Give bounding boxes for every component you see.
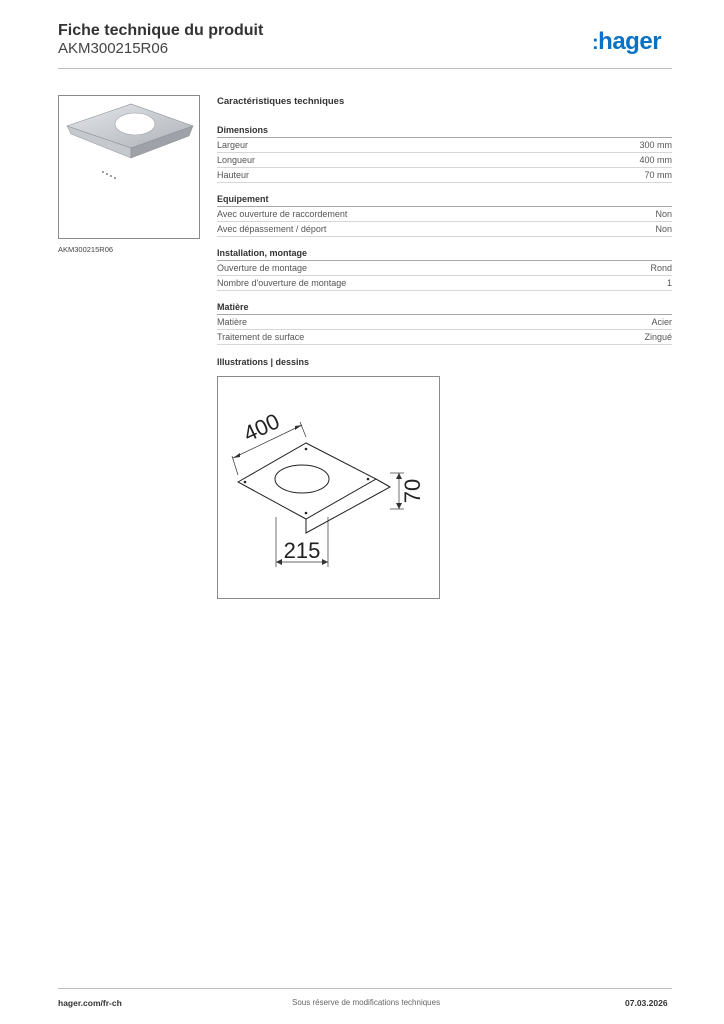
spec-row xyxy=(217,138,672,153)
spec-label: Largeur xyxy=(217,140,249,150)
footer-divider xyxy=(58,988,672,989)
specs-heading: Caractéristiques techniques xyxy=(217,96,345,107)
spec-value: Zingué xyxy=(644,332,672,342)
spec-group-title: Dimensions xyxy=(217,124,672,138)
spec-group-title: Equipement xyxy=(217,193,672,207)
spec-label: Traitement de surface xyxy=(217,332,305,342)
spec-group-dimensions xyxy=(217,124,672,183)
spec-value: Rond xyxy=(650,263,672,273)
spec-label: Ouverture de montage xyxy=(217,263,308,273)
spec-group-installation xyxy=(217,247,672,291)
logo-colon-mark: : xyxy=(592,32,599,54)
spec-value: Non xyxy=(655,224,672,234)
product-image xyxy=(59,96,199,238)
product-image-frame xyxy=(58,95,200,239)
spec-row xyxy=(217,153,672,168)
hager-logo xyxy=(592,28,661,56)
product-image-caption: AKM300215R06 xyxy=(58,245,114,254)
spec-group-title: Matière xyxy=(217,301,672,315)
spec-row xyxy=(217,315,672,330)
spec-label: Hauteur xyxy=(217,170,250,180)
illustrations-heading: Illustrations | dessins xyxy=(217,357,310,367)
spec-group-equipment xyxy=(217,193,672,237)
spec-row xyxy=(217,261,672,276)
spec-row xyxy=(217,276,672,291)
spec-value: 1 xyxy=(666,278,672,288)
spec-label: Avec ouverture de raccordement xyxy=(217,209,348,219)
spec-row xyxy=(217,207,672,222)
spec-value: 400 mm xyxy=(639,155,672,165)
spec-row xyxy=(217,222,672,237)
spec-value: Acier xyxy=(651,317,672,327)
dimension-drawing xyxy=(218,377,439,598)
spec-value: 70 mm xyxy=(644,170,672,180)
spec-value: Non xyxy=(655,209,672,219)
spec-label: Nombre d'ouverture de montage xyxy=(217,278,347,288)
plate-outline xyxy=(238,443,376,519)
dimension-height-label: 70 xyxy=(400,478,425,504)
dimension-drawing-frame xyxy=(217,376,440,599)
header-divider xyxy=(58,68,672,69)
technical-specs xyxy=(217,96,672,355)
footer-notice: Sous réserve de modifications techniques xyxy=(292,998,441,1007)
spec-group-material xyxy=(217,301,672,345)
spec-label: Matière xyxy=(217,317,248,327)
dimension-length-label: 400 xyxy=(239,408,284,447)
spec-label: Avec dépassement / déport xyxy=(217,224,327,234)
footer-website-link[interactable]: hager.com/fr-ch xyxy=(58,998,122,1008)
document-title: Fiche technique du produit xyxy=(58,22,264,39)
spec-group-title: Installation, montage xyxy=(217,247,672,261)
spec-value: 300 mm xyxy=(639,140,672,150)
spec-row xyxy=(217,168,672,183)
spec-row xyxy=(217,330,672,345)
logo-text: hager xyxy=(598,28,662,55)
dimension-opening-label: 215 xyxy=(283,538,321,563)
spec-label: Longueur xyxy=(217,155,256,165)
footer-date: 07.03.2026 xyxy=(625,998,668,1008)
product-reference: AKM300215R06 xyxy=(58,40,169,57)
